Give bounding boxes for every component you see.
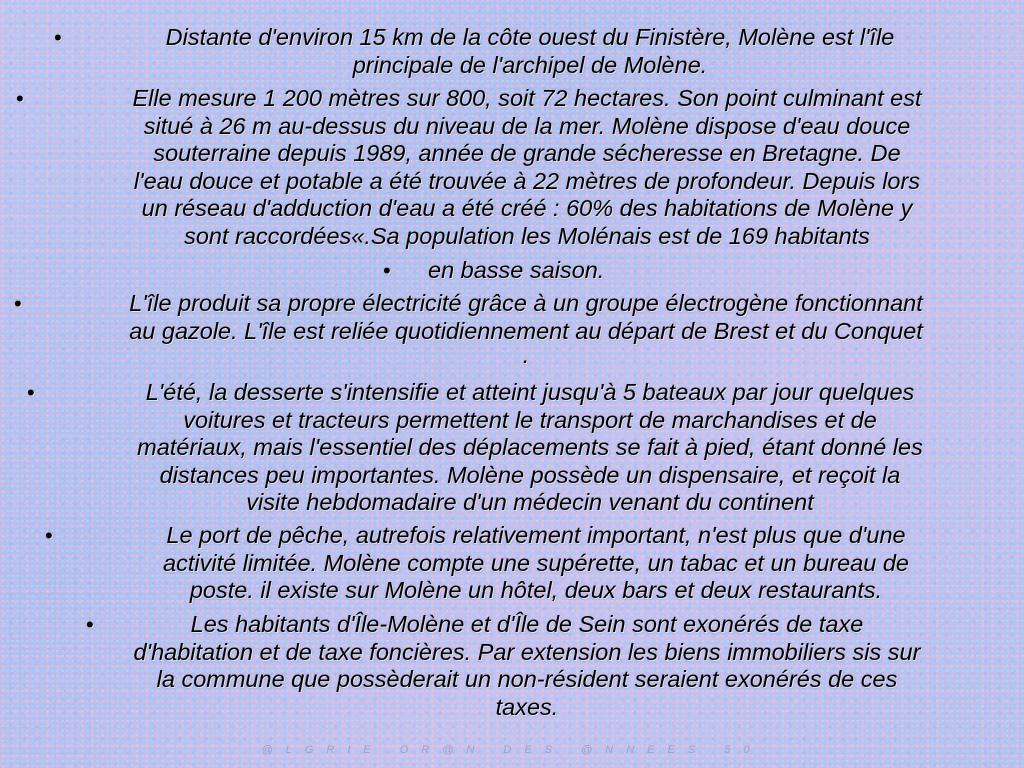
text-line: matériaux, mais l'essentiel des déplacements se fait à pied, étant donné les	[137, 434, 923, 460]
text-line: Elle mesure 1 200 mètres sur 800, soit 72 hectares. Son point culminant est	[132, 85, 922, 111]
bullet-dot: •	[27, 380, 35, 405]
text-line: Le port de pêche, autrefois relativement important, n'est plus que d'une	[166, 522, 906, 548]
text-line: un réseau d'adduction d'eau a été créé : 60% des habitations de Molène y	[141, 195, 913, 221]
bullet-text	[60, 24, 1000, 79]
text-line: l'eau douce et potable a été trouvée à 22 mètres de profondeur. Depuis lors	[133, 167, 921, 194]
footer-watermark: @LGRIE OR@N DES @NNEES 50	[261, 744, 763, 756]
bullet-text	[36, 379, 1024, 517]
bullet-dot: •	[14, 291, 22, 316]
bullet-text	[52, 522, 1020, 605]
bullet-text	[428, 257, 648, 285]
text-line: souterraine depuis 1989, année de grande sécheresse en Bretagne. De	[153, 140, 901, 166]
bullet-dot: •	[54, 25, 62, 50]
bullet-text	[30, 85, 1024, 250]
text-line: sont raccordées«.Sa population les Molénais est de 169 habitants	[184, 222, 870, 249]
text-line: d'habitation et de taxe foncières. Par extension les biens immobiliers sis sur	[133, 638, 921, 665]
bullet-dot: •	[86, 612, 94, 637]
text-line: activité limitée. Molène compte une supérette, un tabac et un bureau de	[163, 549, 909, 576]
bullet-text	[28, 290, 1024, 368]
text-line: .	[522, 342, 530, 368]
text-line: L'île produit sa propre électricité grâce à un groupe électrogène fonctionnant	[129, 290, 923, 316]
bullet-dot: •	[383, 258, 391, 283]
text-line: au gazole. L'île est reliée quotidiennement au départ de Brest et du Conquet	[129, 317, 923, 344]
text-line: voitures et tracteurs permettent le transport de marchandises et de	[183, 406, 877, 433]
text-line: situé à 26 m au-dessus du niveau de la mer. Molène dispose d'eau douce	[143, 112, 911, 139]
text-line: en basse saison.	[428, 257, 605, 283]
text-line: la commune que possèderait un non-résident seraient exonérés de ces	[156, 666, 898, 692]
bullet-dot: •	[16, 86, 24, 111]
text-line: poste. il existe sur Molène un hôtel, deux bars et deux restaurants.	[189, 577, 883, 603]
text-line: principale de l'archipel de Molène.	[352, 51, 708, 78]
text-line: visite hebdomadaire d'un médecin venant du continent	[246, 489, 814, 515]
text-line: Les habitants d'Île-Molène et d'Île de Sein sont exonérés de taxe	[190, 611, 864, 637]
text-line: L'été, la desserte s'intensifie et atteint jusqu'à 5 bateaux par jour quelques	[145, 379, 915, 405]
bullet-dot: •	[45, 523, 53, 548]
text-line: Distante d'environ 15 km de la côte ouest du Finistère, Molène est l'île	[165, 24, 895, 50]
bullet-text	[30, 611, 1024, 721]
text-line: taxes.	[495, 693, 559, 720]
text-line: distances peu importantes. Molène possède un dispensaire, et reçoit la	[159, 461, 901, 488]
